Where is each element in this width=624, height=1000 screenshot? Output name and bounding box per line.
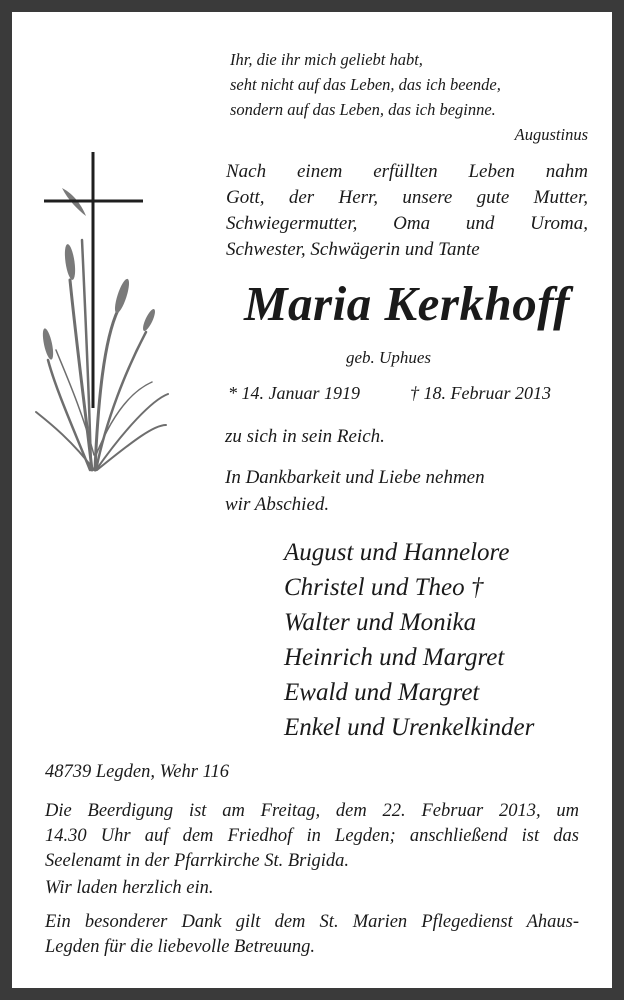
intro-text xyxy=(226,159,588,263)
quote-line: seht nicht auf das Leben, das ich beende, xyxy=(230,75,501,94)
family-list xyxy=(284,535,534,745)
intro-line: Gott, der Herr, unsere gute Mutter, xyxy=(226,187,588,208)
funeral-info xyxy=(45,799,579,874)
funeral-line: Seelenamt in der Pfarrkirche St. Brigida. xyxy=(45,851,349,871)
address: 48739 Legden, Wehr 116 xyxy=(45,762,229,782)
closing-line: Ein besonderer Dank gilt dem St. Marien Pflegedienst Ahaus- xyxy=(45,912,579,932)
birth-date: * 14. Januar 1919 xyxy=(228,383,360,403)
obituary-card xyxy=(12,12,612,988)
family-member: Heinrich und Margret xyxy=(284,644,505,671)
family-member: August und Hannelore xyxy=(284,539,510,566)
intro-line: Schwiegermutter, Oma und Uroma, xyxy=(226,213,588,234)
deceased-name: Maria Kerkhoff xyxy=(243,276,570,331)
family-member: Walter und Monika xyxy=(284,609,477,636)
family-member: Christel und Theo † xyxy=(284,574,484,601)
closing-thanks xyxy=(45,910,579,960)
quote-block xyxy=(230,47,588,147)
intro-line: Nach einem erfüllten Leben nahm xyxy=(226,161,588,182)
intro-line: Schwester, Schwägerin und Tante xyxy=(226,239,480,260)
quote-line: Ihr, die ihr mich geliebt habt, xyxy=(230,50,423,69)
quote-line: sondern auf das Leben, das ich beginne. xyxy=(230,100,496,119)
quote-author: Augustinus xyxy=(514,125,588,144)
cross-with-reeds-icon xyxy=(34,150,169,480)
death-date: † 18. Februar 2013 xyxy=(410,383,551,403)
closing-line: Legden für die liebevolle Betreuung. xyxy=(45,937,316,957)
maiden-name: geb. Uphues xyxy=(346,348,431,367)
funeral-line: 14.30 Uhr auf dem Friedhof in Legden; anschließend ist das xyxy=(45,826,579,846)
invitation: Wir laden herzlich ein. xyxy=(45,878,214,898)
thanks-line: In Dankbarkeit und Liebe nehmen xyxy=(225,467,485,488)
thanks-line: wir Abschied. xyxy=(225,494,330,515)
reich-text: zu sich in sein Reich. xyxy=(225,426,385,447)
thanks-text xyxy=(225,464,565,518)
funeral-line: Die Beerdigung ist am Freitag, dem 22. Februar 2013, um xyxy=(45,801,579,821)
family-member: Enkel und Urenkelkinder xyxy=(284,714,535,741)
family-member: Ewald und Margret xyxy=(284,679,480,706)
